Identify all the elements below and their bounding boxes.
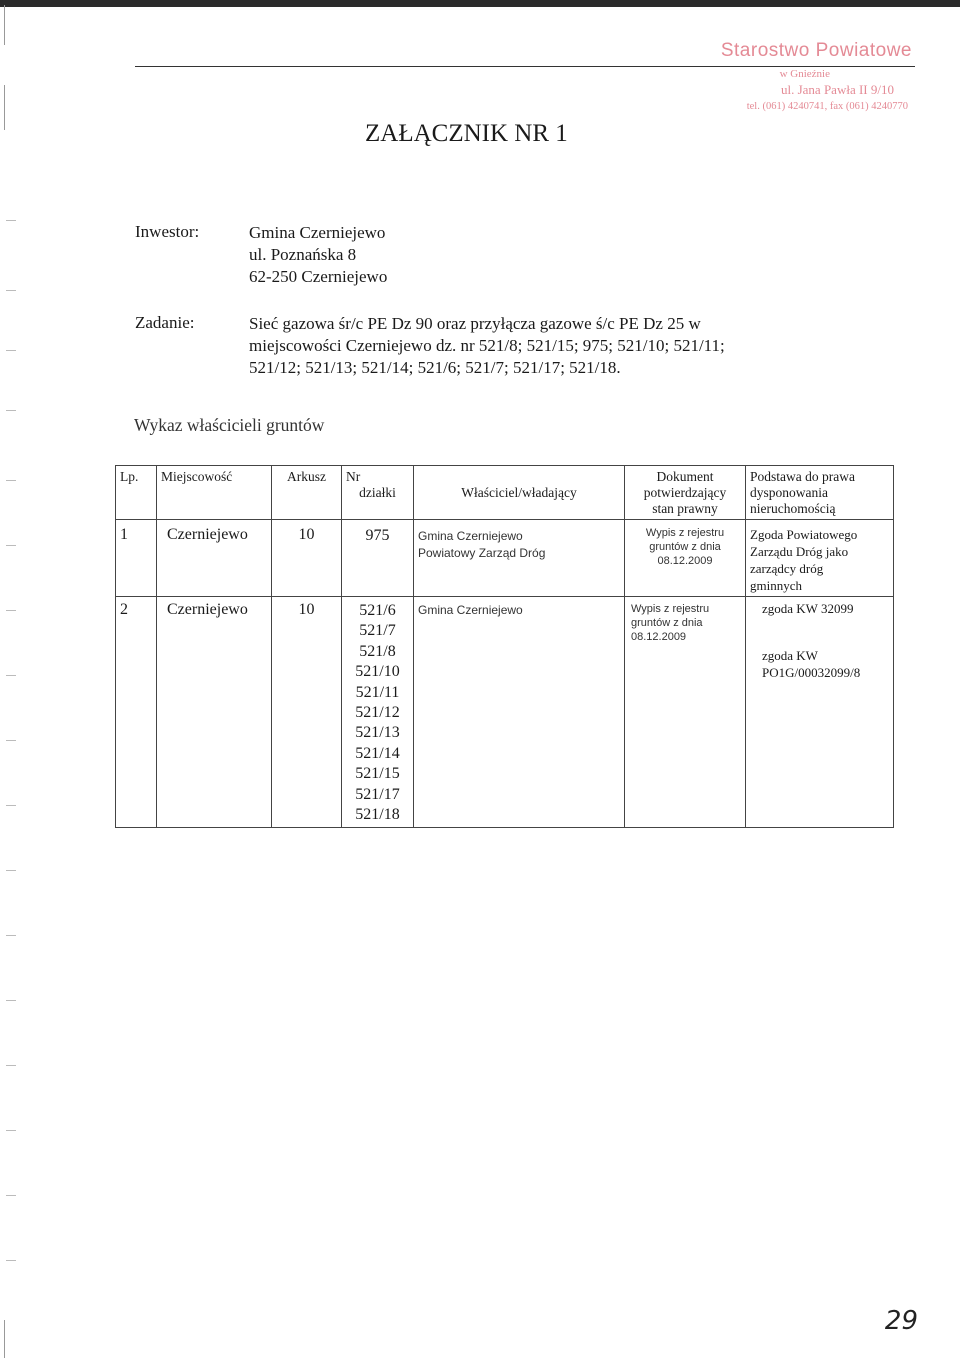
- document-line: Wypis z rejestru: [645, 527, 725, 539]
- margin-tick: [6, 1260, 16, 1261]
- cell-document: [625, 597, 746, 828]
- col-plot-line: Nr: [346, 469, 361, 484]
- plot-number: 521/12: [355, 704, 400, 722]
- basis-line: PO1G/00032099/8: [762, 665, 861, 680]
- margin-tick: [6, 610, 16, 611]
- investor-line: Gmina Czerniejewo: [249, 223, 386, 242]
- scan-top-edge: [0, 0, 960, 7]
- task-line: miejscowości Czerniejewo dz. nr 521/8; 521/15; 975; 521/10; 521/11;: [249, 336, 725, 355]
- plot-number: 521/7: [359, 622, 396, 640]
- scan-left-edge: [4, 5, 5, 45]
- scan-left-edge: [4, 1320, 5, 1358]
- task-line: 521/12; 521/13; 521/14; 521/6; 521/7; 521/17; 521/18.: [249, 358, 621, 377]
- stamp-office: Starostwo Powiatowe: [720, 40, 912, 61]
- owners-list-title: Wykaz właścicieli gruntów: [134, 415, 325, 435]
- cell-basis: [746, 597, 894, 828]
- cell-owner: [414, 597, 625, 828]
- owner-line: Gmina Czerniejewo: [418, 603, 523, 617]
- investor-line: 62-250 Czerniejewo: [249, 267, 388, 286]
- plot-number: 521/14: [355, 744, 400, 762]
- task-block: [249, 313, 725, 379]
- plot-number: 521/10: [355, 663, 400, 681]
- plot-number: 521/13: [355, 724, 400, 742]
- scan-left-edge: [4, 85, 5, 130]
- plot-number: 521/17: [355, 785, 400, 803]
- cell-lp: 2: [116, 597, 157, 828]
- col-plot: [342, 466, 414, 520]
- plot-number: 521/15: [355, 765, 400, 783]
- col-sheet: Arkusz: [272, 466, 342, 520]
- col-document-line: potwierdzający: [643, 485, 727, 500]
- table-header-row: [116, 466, 894, 520]
- owner-line: Gmina Czerniejewo: [418, 529, 523, 543]
- margin-tick: [6, 675, 16, 676]
- plot-number: 521/8: [359, 642, 396, 660]
- cell-place: Czerniejewo: [157, 597, 272, 828]
- task-line: Sieć gazowa śr/c PE Dz 90 oraz przyłącza gazowe ś/c PE Dz 25 w: [249, 314, 701, 333]
- cell-plots: [342, 520, 414, 597]
- cell-sheet: 10: [272, 597, 342, 828]
- page-title: ZAŁĄCZNIK NR 1: [365, 120, 568, 147]
- basis-line: zgoda KW 32099: [762, 601, 854, 616]
- basis-line: Zarządu Dróg jako: [750, 544, 849, 559]
- investor-block: [249, 222, 387, 288]
- margin-tick: [6, 220, 16, 221]
- investor-line: ul. Poznańska 8: [249, 245, 357, 264]
- cell-owner: [414, 520, 625, 597]
- margin-tick: [6, 870, 16, 871]
- margin-tick: [6, 290, 16, 291]
- stamp-street: ul. Jana Pawła II 9/10: [780, 82, 894, 97]
- margin-tick: [6, 1130, 16, 1131]
- plot-number: 521/18: [355, 806, 400, 824]
- cell-lp: 1: [116, 520, 157, 597]
- col-basis-line: nieruchomością: [750, 501, 836, 516]
- plot-number: 521/6: [359, 602, 396, 619]
- basis-line: zgoda KW: [762, 648, 818, 663]
- margin-tick: [6, 545, 16, 546]
- page-number-handwritten: 29: [884, 1306, 918, 1336]
- plot-number: 521/11: [355, 683, 400, 701]
- col-lp: Lp.: [116, 466, 157, 520]
- col-basis: [746, 466, 894, 520]
- cell-sheet: 10: [272, 520, 342, 597]
- table-row: [116, 597, 894, 828]
- margin-tick: [6, 1065, 16, 1066]
- document-line: 08.12.2009: [657, 555, 713, 567]
- margin-tick: [6, 1000, 16, 1001]
- col-document-line: stan prawny: [652, 501, 718, 516]
- investor-label: Inwestor:: [135, 222, 200, 241]
- margin-tick: [6, 805, 16, 806]
- basis-line: zarządcy dróg: [750, 561, 824, 576]
- task-label: Zadanie:: [135, 313, 195, 332]
- document-line: gruntów z dnia: [631, 617, 703, 629]
- document-line: 08.12.2009: [631, 631, 687, 643]
- document-line: Wypis z rejestru: [631, 603, 710, 615]
- col-basis-line: dysponowania: [750, 485, 828, 500]
- stamp-phone: tel. (061) 4240741, fax (061) 4240770: [746, 101, 908, 112]
- stamp-city: w Gnieźnie: [779, 68, 830, 80]
- margin-tick: [6, 1195, 16, 1196]
- col-basis-line: Podstawa do prawa: [750, 469, 855, 484]
- cell-basis: [746, 520, 894, 597]
- margin-tick: [6, 935, 16, 936]
- owner-line: Powiatowy Zarząd Dróg: [418, 546, 546, 560]
- table-row: [116, 520, 894, 597]
- basis-line: Zgoda Powiatowego: [750, 527, 858, 542]
- header-rule: [135, 66, 915, 67]
- basis-line: gminnych: [750, 578, 802, 593]
- cell-document: [625, 520, 746, 597]
- plot-number: 975: [365, 527, 390, 544]
- owners-table: [115, 465, 894, 828]
- margin-tick: [6, 350, 16, 351]
- margin-tick: [6, 410, 16, 411]
- cell-place: Czerniejewo: [157, 520, 272, 597]
- document-line: gruntów z dnia: [649, 541, 721, 553]
- margin-tick: [6, 740, 16, 741]
- col-owner: Właściciel/władający: [414, 466, 625, 520]
- col-plot-line: działki: [359, 485, 396, 500]
- margin-tick: [6, 480, 16, 481]
- col-document-line: Dokument: [656, 469, 714, 484]
- col-document: [625, 466, 746, 520]
- col-place: Miejscowość: [157, 466, 272, 520]
- cell-plots: [342, 597, 414, 828]
